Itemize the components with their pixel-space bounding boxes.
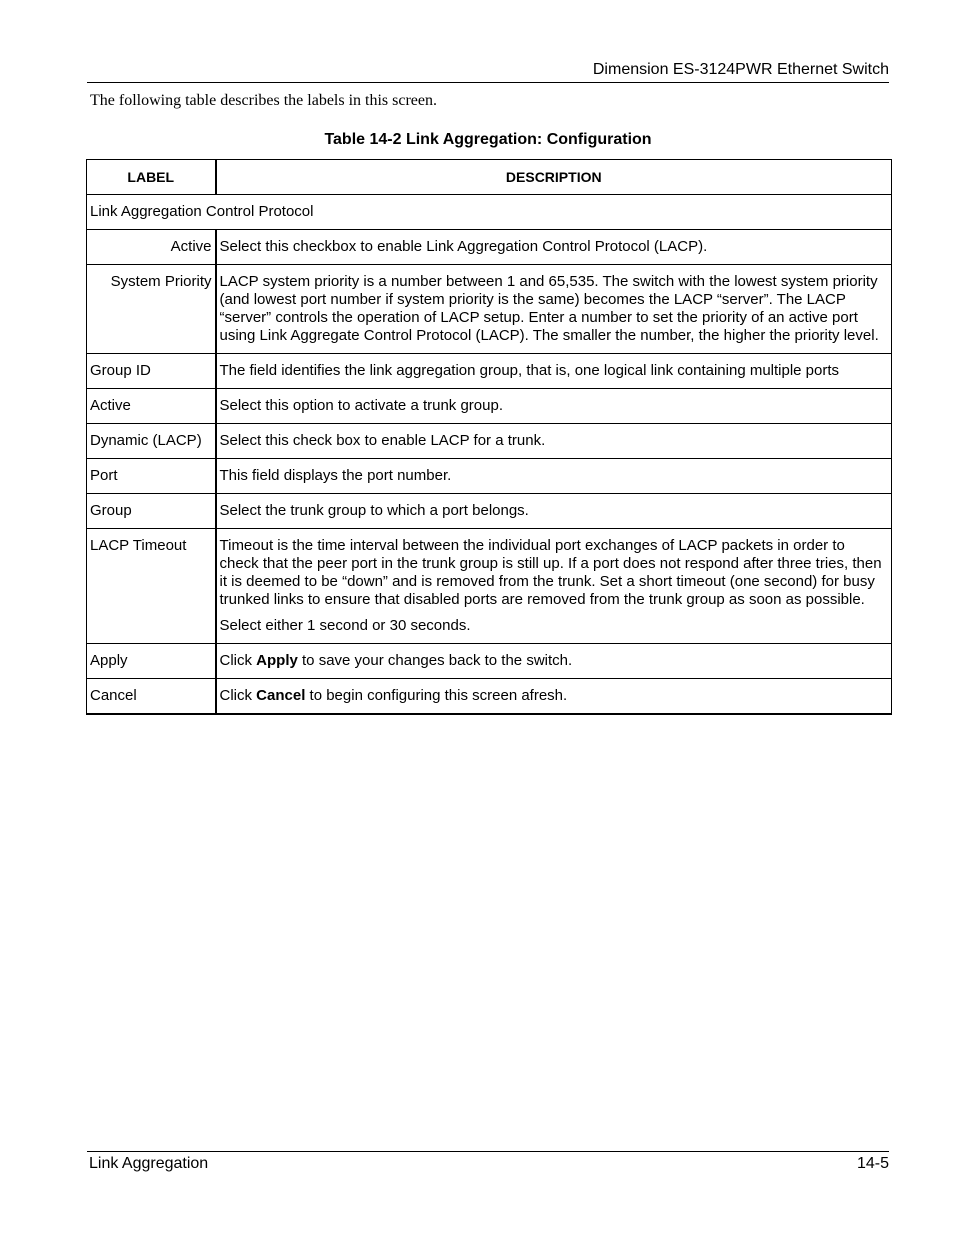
row-description: LACP system priority is a number between 1 and 65,535. The switch with the lowest system priority (and lowest port number if system priority is the same) becomes the LACP “server”. The LACP “server” controls the operation of LACP setup. Enter a number to set the priority of an active port using Link Aggregate Control Protocol (LACP). The smaller the number, the higher the priority level. [216, 265, 892, 354]
desc-post: to save your changes back to the switch. [297, 652, 573, 669]
row-label: Active [87, 389, 216, 424]
table-caption: Table 14-2 Link Aggregation: Configuration [324, 131, 652, 148]
desc-bold: Apply [256, 652, 298, 669]
header-title: Dimension ES-3124PWR Ethernet Switch [592, 61, 889, 78]
desc-bold: Cancel [256, 687, 306, 704]
row-description-para-1: Timeout is the time interval between the individual port exchanges of LACP packets in order to check that the peer port in the trunk group is still up. If a port does not respond after three tries, then it is deemed to be “down” and is removed from the trunk. Set a short timeout (one second) for busy trunked links to ensure that disabled ports are removed from the trunk group as soon as possible. [219, 537, 882, 608]
row-label: System Priority [87, 265, 216, 354]
section-lacp: Link Aggregation Control Protocol [87, 195, 892, 230]
page-number: 14-5 [856, 1155, 889, 1172]
row-description: Select this checkbox to enable Link Aggregation Control Protocol (LACP). [216, 230, 892, 265]
table-section-row [87, 195, 892, 230]
header-description: DESCRIPTION [216, 160, 892, 195]
table-row [87, 459, 892, 494]
row-description [216, 644, 892, 679]
page-footer [87, 1151, 889, 1172]
row-label: LACP Timeout [87, 529, 216, 644]
desc-post: to begin configuring this screen afresh. [305, 687, 568, 704]
table-row [87, 529, 892, 644]
desc-pre: Click [219, 652, 257, 669]
table-header-row [87, 160, 892, 195]
table-row [87, 424, 892, 459]
row-label: Dynamic (LACP) [87, 424, 216, 459]
row-label: Cancel [87, 679, 216, 715]
row-description: This field displays the port number. [216, 459, 892, 494]
footer-section: Link Aggregation [89, 1155, 209, 1172]
table-row [87, 494, 892, 529]
row-description-para-2: Select either 1 second or 30 seconds. [219, 617, 471, 634]
table-row [87, 265, 892, 354]
row-label: Group [87, 494, 216, 529]
table-row [87, 644, 892, 679]
row-description: Select this option to activate a trunk group. [216, 389, 892, 424]
row-label: Group ID [87, 354, 216, 389]
row-label: Apply [87, 644, 216, 679]
header-label: LABEL [87, 160, 216, 195]
table-row [87, 679, 892, 715]
row-description: Select this check box to enable LACP for a trunk. [216, 424, 892, 459]
intro-text: The following table describes the labels in this screen. [90, 92, 438, 109]
config-table [86, 159, 892, 715]
row-description [216, 679, 892, 715]
desc-pre: Click [219, 687, 257, 704]
table-row [87, 230, 892, 265]
table-row [87, 354, 892, 389]
row-description: The field identifies the link aggregation group, that is, one logical link containing multiple ports [216, 354, 892, 389]
row-label: Active [87, 230, 216, 265]
row-description [216, 529, 892, 644]
row-label: Port [87, 459, 216, 494]
page-header [87, 59, 889, 83]
row-description: Select the trunk group to which a port belongs. [216, 494, 892, 529]
table-row [87, 389, 892, 424]
